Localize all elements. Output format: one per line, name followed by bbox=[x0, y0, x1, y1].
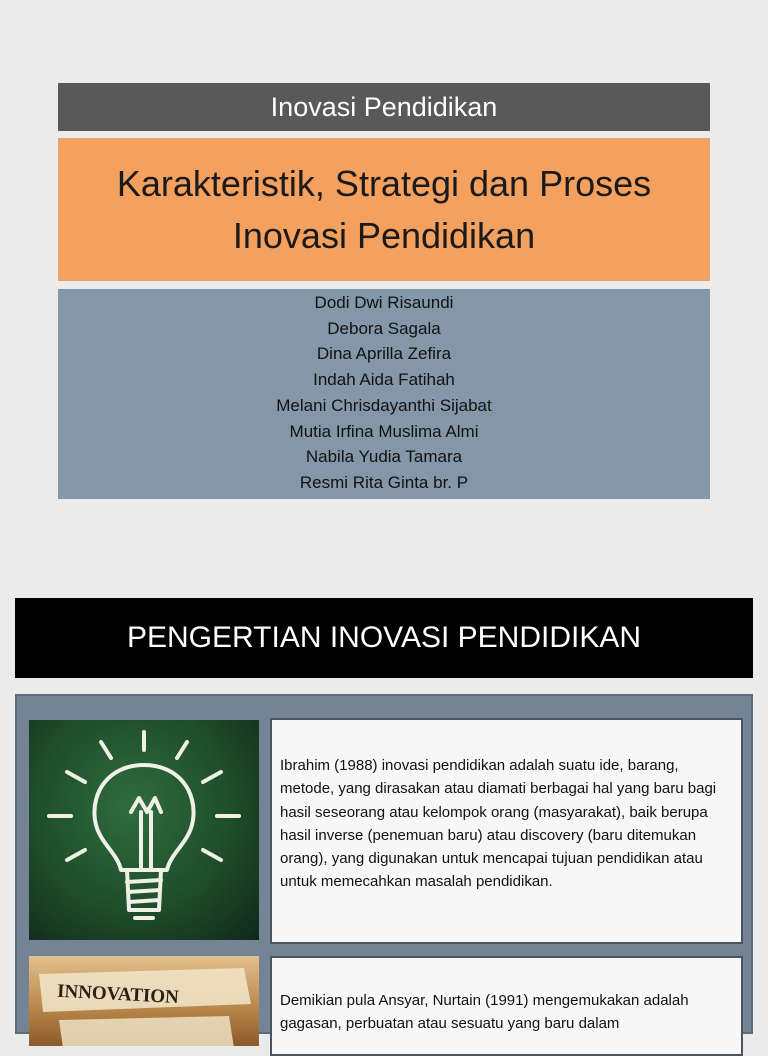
innovation-paper-image bbox=[29, 956, 259, 1046]
definition-text-box-2 bbox=[270, 956, 743, 1056]
lightbulb-icon bbox=[29, 720, 259, 940]
definition-text-box-1 bbox=[270, 718, 743, 944]
author-list bbox=[58, 289, 710, 499]
section-header: PENGERTIAN INOVASI PENDIDIKAN bbox=[15, 598, 753, 678]
definition-text: Ibrahim (1988) inovasi pendidikan adalah suatu ide, barang, metode, yang dirasakan atau diamati berbagai hal yang baru bagi hasil seseorang atau kelompok orang (masyarakat), baik berupa hasil inverse (penemuan baru) atau discovery (baru ditemukan orang), yang digunakan untuk mencapai tujuan pendidikan atau untuk memecahkan masalah pendidikan. bbox=[280, 757, 717, 891]
innovation-paper-icon bbox=[29, 956, 259, 1046]
author-name: Melani Chrisdayanthi Sijabat bbox=[276, 395, 492, 415]
definition-panel bbox=[15, 694, 753, 1034]
author-name: Resmi Rita Ginta br. P bbox=[299, 472, 469, 492]
slide-title-line-2: Inovasi Pendidikan bbox=[232, 214, 536, 256]
author-name: Indah Aida Fatihah bbox=[313, 370, 455, 390]
slide-subtitle: Inovasi Pendidikan bbox=[58, 83, 710, 131]
author-name: Dodi Dwi Risaundi bbox=[314, 293, 454, 312]
slide-title bbox=[58, 138, 710, 281]
author-name: Debora Sagala bbox=[327, 318, 441, 338]
author-name: Nabila Yudia Tamara bbox=[305, 447, 463, 467]
svg-text:INNOVATION: INNOVATION bbox=[56, 980, 180, 1009]
lightbulb-chalk-image bbox=[29, 720, 259, 940]
author-name: Dina Aprilla Zefira bbox=[316, 344, 452, 364]
slide-title-line-1: Karakteristik, Strategi dan Proses bbox=[116, 162, 652, 204]
author-name: Mutia Irfina Muslima Almi bbox=[289, 421, 479, 441]
definition-text: Demikian pula Ansyar, Nurtain (1991) mengemukakan adalah gagasan, perbuatan atau sesuatu yang baru dalam bbox=[280, 992, 689, 1033]
